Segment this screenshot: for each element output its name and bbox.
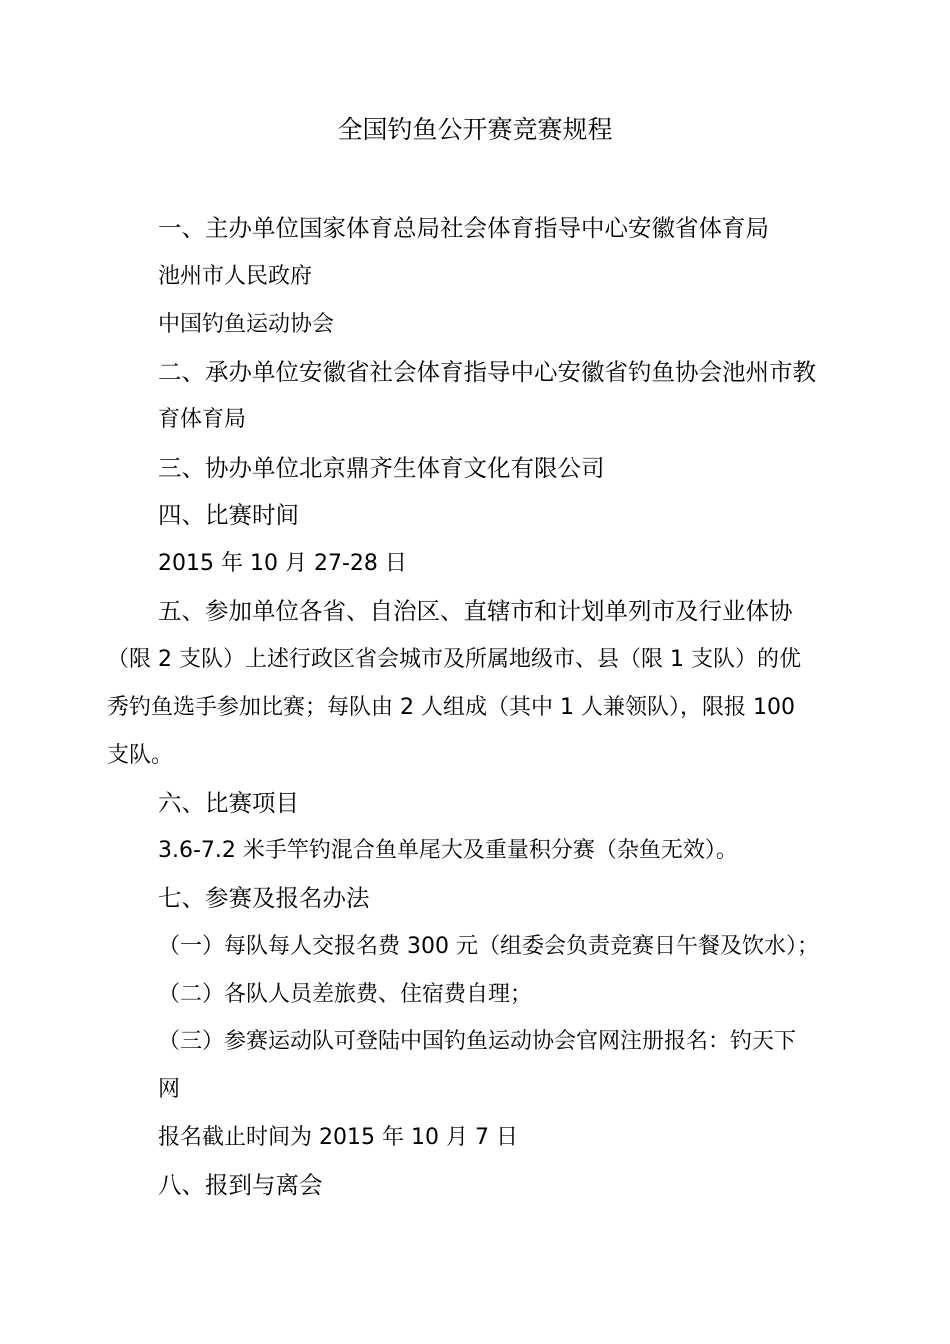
section-8-check-in: 八、报到与离会: [158, 1171, 323, 1199]
section-3-co-organizer: 三、协办单位北京鼎齐生体育文化有限公司: [158, 454, 605, 482]
registration-item-3: （三）参赛运动队可登陆中国钓鱼运动协会官网注册报名：钓天下: [158, 1029, 797, 1054]
registration-item-3-cont: 网: [158, 1077, 181, 1102]
section-1-organizer: 一、主办单位国家体育总局社会体育指导中心安徽省体育局: [158, 214, 769, 242]
document-title: 全国钓鱼公开赛竞赛规程: [337, 115, 613, 144]
participants-line-4: 支队。: [107, 743, 174, 768]
organizer-line-2: 池州市人民政府: [158, 264, 313, 289]
section-6-events: 六、比赛项目: [158, 789, 299, 817]
section-7-registration: 七、参赛及报名办法: [158, 884, 370, 912]
host-line-2: 育体育局: [158, 407, 247, 432]
participants-line-3: 秀钓鱼选手参加比赛；每队由 2 人组成（其中 1 人兼领队），限报 100: [107, 695, 795, 720]
section-5-participants: 五、参加单位各省、自治区、直辖市和计划单列市及行业体协: [158, 597, 793, 625]
registration-deadline: 报名截止时间为 2015 年 10 月 7 日: [158, 1125, 518, 1150]
registration-item-1: （一）每队每人交报名费 300 元（组委会负责竞赛日午餐及饮水）；: [158, 934, 819, 959]
event-description: 3.6-7.2 米手竿钓混合鱼单尾大及重量积分赛（杂鱼无效）。: [158, 838, 738, 863]
participants-line-2: （限 2 支队）上述行政区省会城市及所属地级市、县（限 1 支队）的优: [107, 647, 801, 672]
match-date: 2015 年 10 月 27-28 日: [158, 551, 407, 576]
organizer-line-3: 中国钓鱼运动协会: [158, 312, 335, 337]
section-2-host: 二、承办单位安徽省社会体育指导中心安徽省钓鱼协会池州市教: [158, 358, 816, 386]
registration-item-2: （二）各队人员差旅费、住宿费自理；: [158, 982, 533, 1007]
section-4-match-time: 四、比赛时间: [158, 501, 299, 529]
